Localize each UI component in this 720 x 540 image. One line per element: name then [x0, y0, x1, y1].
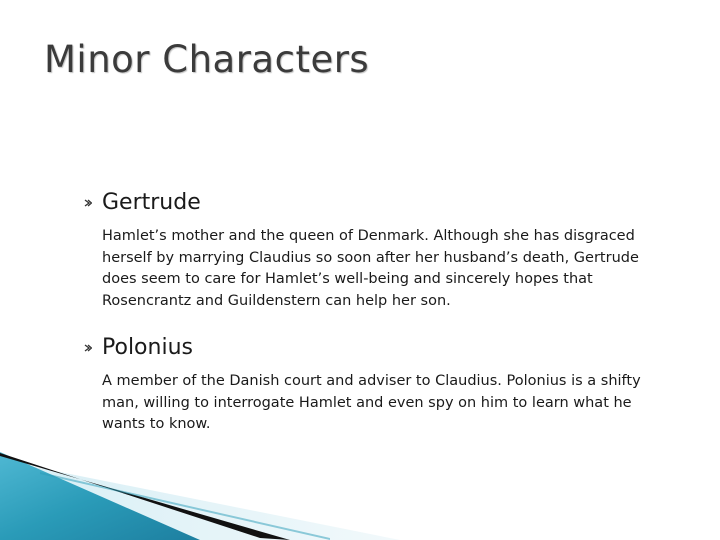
bullet-list	[84, 186, 674, 436]
character-description: Hamlet’s mother and the queen of Denmark. Although she has disgraced herself by marrying Claudius so soon after her husband’s death, Gertrude does seem to care for Hamlet’s well-being and sincerely hopes that Rosencrantz and Guildenstern can help her son.	[102, 228, 639, 309]
slide-title: Minor Characters	[44, 38, 370, 81]
list-item-gertrude	[84, 186, 674, 312]
list-item-heading	[84, 186, 674, 220]
list-item-polonius	[84, 331, 674, 436]
character-description: A member of the Danish court and adviser to Claudius. Polonius is a shifty man, willing to interrogate Hamlet and even spy on him to learn what he wants to know.	[102, 373, 641, 432]
corner-decoration	[0, 450, 720, 540]
list-item-heading	[84, 331, 674, 365]
character-name: Polonius	[102, 335, 193, 360]
arrow-bullet-icon	[84, 344, 102, 352]
arrow-bullet-icon	[84, 199, 102, 207]
character-name: Gertrude	[102, 190, 201, 215]
